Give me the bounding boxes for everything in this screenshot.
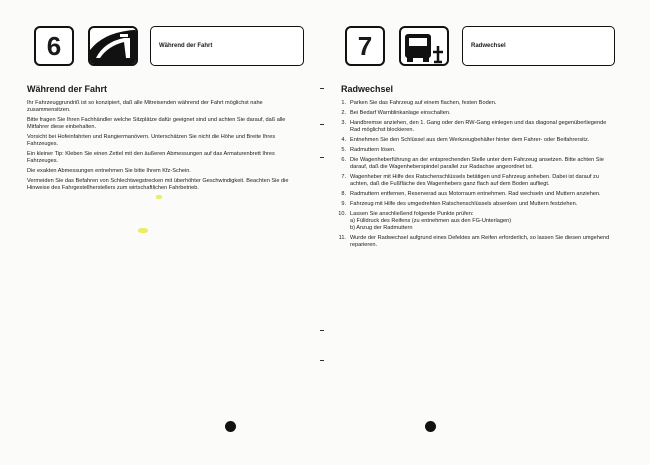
list-item: 1. Parken Sie das Fahrzeug auf einem flachen, festen Boden. [341, 100, 497, 106]
paragraph: Die exakten Abmessungen entnehmen Sie bitte Ihrem Kfz-Schein. [27, 168, 191, 174]
section-label-box: Radwechsel [462, 26, 615, 66]
paragraph: Bitte fragen Sie Ihren Fachhändler welche Sitzplätze dafür geeignet sind und achten Sie darauf, daß alle Mitfahrer diese einbehalten. [27, 117, 286, 130]
paragraph: Ihr Fahrzeuggrundriß ist so konzipiert, daß alle Mitreisenden während der Fahrt möglichst nahe zusammensitzen. [27, 100, 263, 113]
center-mark [320, 330, 324, 331]
list-item: 7. Wagenheber mit Hilfe des Ratschenschlüssels betätigen und Fahrzeug anheben. Dabei ist darauf zu achten, daß die Fußfläche des Wagenhebers ganz flach auf dem Boden aufliegt. [341, 174, 599, 187]
section-label-box: Während der Fahrt [150, 26, 304, 66]
list-item: 2. Bei Bedarf Warnblinkanlage einschalten. [341, 110, 451, 116]
paragraph: Ein kleiner Tip: Kleben Sie einen Zettel mit den äußeren Abmessungen auf das Armaturenbrett Ihres Fahrzeuges. [27, 151, 275, 164]
paragraph: Vermeiden Sie das Befahren von Schlechtwegstrecken mit überhöhter Geschwindigkeit. Beachten Sie die Hinweise des Fahrgestellherstellers zum wirtschaftlichen Fahrbetrieb. [27, 178, 289, 191]
paragraph: Vorsicht bei Hofeinfahrten und Rangiermanövern. Unterschätzen Sie nicht die Höhe und Breite Ihres Fahrzeuges. [27, 134, 276, 147]
section-number-6: 6 [34, 26, 74, 66]
punch-hole [425, 421, 436, 432]
list-item: 3. Handbremse anziehen, den 1. Gang oder den RW-Gang einlegen und das diagonal gegenüberliegende Rad möglichst blockieren. [341, 120, 607, 133]
wheel-change-steps [336, 100, 611, 252]
left-body [27, 100, 305, 195]
center-mark [320, 360, 324, 361]
center-mark [320, 157, 324, 158]
yellow-stain [156, 195, 162, 199]
list-item: 5. Radmuttern lösen. [341, 147, 396, 153]
list-item: 8. Radmuttern entfernen, Reserverad aus Motorraum entnehmen. Rad wechseln und Muttern anziehen. [341, 191, 601, 197]
wheel-change-icon [399, 26, 449, 66]
yellow-stain [138, 228, 148, 233]
punch-hole [225, 421, 236, 432]
list-item: 9. Fahrzeug mit Hilfe des umgedrehten Ratschenschlüssels absenken und Muttern festziehen. [341, 201, 578, 207]
list-item: 4. Entnehmen Sie den Schlüssel aus dem Werkzeugbehälter hinter dem Fahrer- oder Beifahrersitz. [341, 137, 590, 143]
list-item: 10. Lassen Sie anschließend folgende Punkte prüfen: a) Fülldruck des Reifens (zu entnehmen aus den FG-Unterlagen) b) Anzug der Radmuttern [338, 211, 512, 231]
list-item: 11. Wurde der Radwechsel aufgrund eines Defektes am Reifen erforderlich, so lassen Sie diesen umgehend reparieren. [338, 235, 610, 248]
center-mark [320, 88, 324, 89]
section-number-7: 7 [345, 26, 385, 66]
left-heading: Während der Fahrt [27, 84, 108, 94]
list-item: 6. Die Wagenheberführung an der entsprechenden Stelle unter dem Fahrzeug ansetzen. Bitte achten Sie darauf, daß die Wagenheberspindel parallel zur Radachse angeordnet ist. [341, 157, 604, 170]
driving-icon [88, 26, 138, 66]
right-heading: Radwechsel [341, 84, 394, 94]
center-mark [320, 124, 324, 125]
